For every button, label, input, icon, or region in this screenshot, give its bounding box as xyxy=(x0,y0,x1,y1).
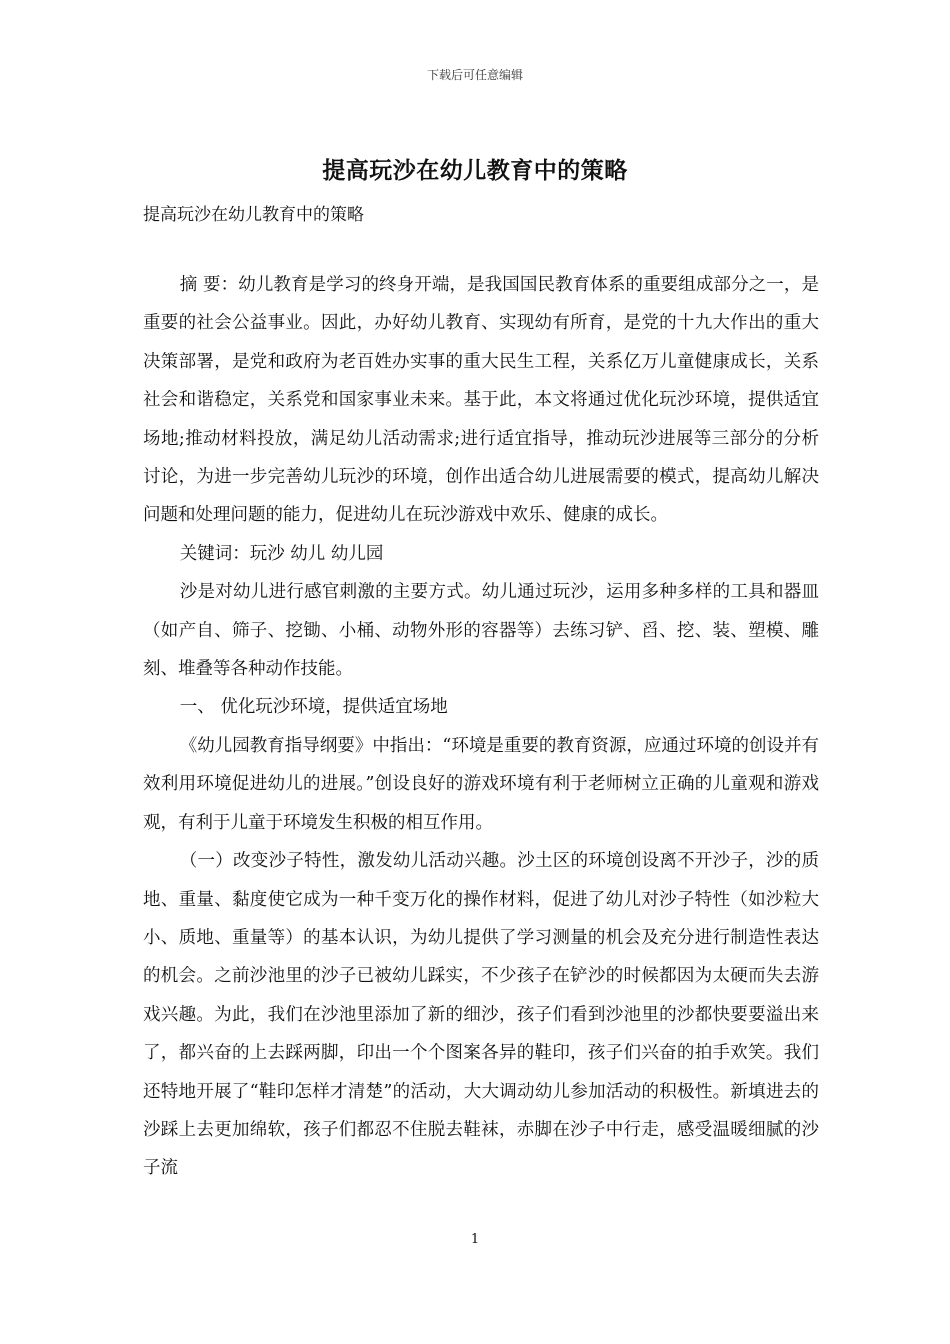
section-heading-1: 一、 优化玩沙环境，提供适宜场地 xyxy=(179,697,448,718)
keywords-paragraph: 关键词：玩沙 幼儿 幼儿园 xyxy=(179,543,384,564)
document-subtitle: 提高玩沙在幼儿教育中的策略 xyxy=(143,205,364,225)
abstract-paragraph: 摘 要：幼儿教育是学习的终身开端，是我国国民教育体系的重要组成部分之一，是重要的社会公益事业。因此，办好幼儿教育、实现幼有所育，是党的十九大作出的重大决策部署，是党和政府为老百姓办实事的重大民生工程，关系亿万儿童健康成长，关系社会和谐稳定，关系党和国家事业未来。基于此，本文将通过优化玩沙环境，提供适宜场地;推动材料投放，满足幼儿活动需求;进行适宜指导，推动玩沙进展等三部分的分析讨论，为进一步完善幼儿玩沙的环境，创作出适合幼儿进展需要的模式，提高幼儿解决问题和处理问题的能力，促进幼儿在玩沙游戏中欢乐、健康的成长。 xyxy=(143,275,819,526)
header-note: 下载后可任意编辑 xyxy=(426,68,523,82)
document-title: 提高玩沙在幼儿教育中的策略 xyxy=(322,157,628,184)
subsection-paragraph-1: （一）改变沙子特性，激发幼儿活动兴趣。沙土区的环境创设离不开沙子，沙的质地、重量、黏度使它成为一种千变万化的操作材料，促进了幼儿对沙子特性（如沙粒大小、质地、重量等）的基本认识，为幼儿提供了学习测量的机会及充分进行制造性表达的机会。之前沙池里的沙子已被幼儿踩实，不少孩子在铲沙的时候都因为太硬而失去游戏兴趣。为此，我们在沙池里添加了新的细沙，孩子们看到沙池里的沙都快要要溢出来了，都兴奋的上去踩两脚，印出一个个图案各异的鞋印，孩子们兴奋的拍手欢笑。我们还特地开展了“鞋印怎样才清楚”的活动，大大调动幼儿参加活动的积极性。新填进去的沙踩上去更加绵软，孩子们都忍不住脱去鞋袜，赤脚在沙子中行走，感受温暖细腻的沙子流 xyxy=(143,851,819,1179)
guideline-paragraph: 《幼儿园教育指导纲要》中指出：“环境是重要的教育资源，应通过环境的创设并有效利用环境促进幼儿的进展。”创设良好的游戏环境有利于老师树立正确的儿童观和游戏观，有利于儿童于环境发生积极的相互作用。 xyxy=(143,735,819,833)
intro-paragraph: 沙是对幼儿进行感官刺激的主要方式。幼儿通过玩沙，运用多种多样的工具和器皿（如产自、筛子、挖锄、小桶、动物外形的容器等）去练习铲、舀、挖、装、塑模、雕刻、堆叠等各种动作技能。 xyxy=(143,582,819,680)
document-body xyxy=(143,266,819,1188)
page-number: 1 xyxy=(470,1232,480,1247)
